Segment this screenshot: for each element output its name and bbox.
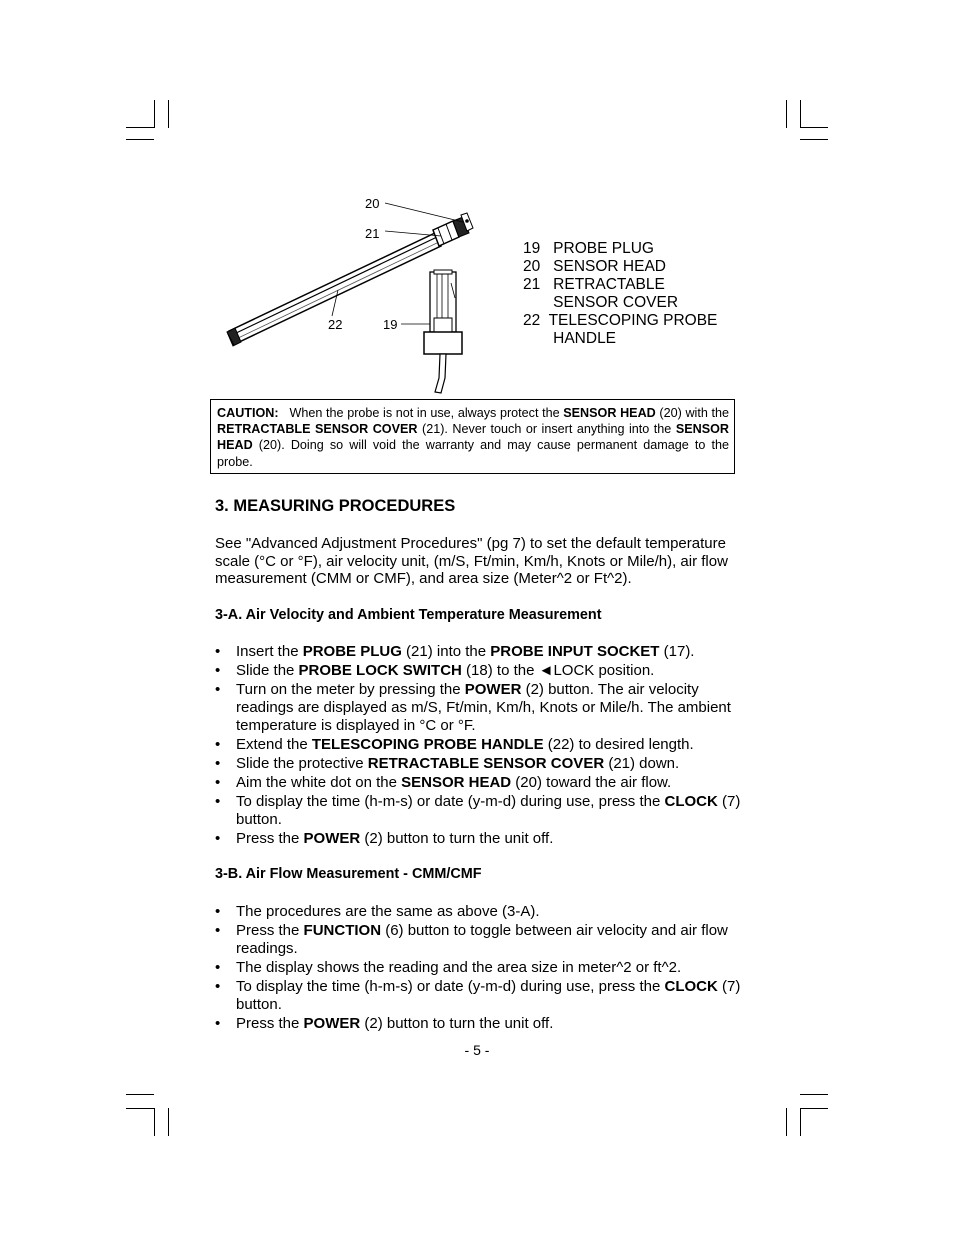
list-item: • Extend the TELESCOPING PROBE HANDLE (22) to desired length.: [215, 736, 751, 754]
subsection-a-title: 3-A. Air Velocity and Ambient Temperature Measurement: [215, 607, 602, 623]
list-item: • To display the time (h-m-s) or date (y-m-d) during use, press the CLOCK (7) button.: [215, 978, 751, 1014]
parts-legend-item: SENSOR COVER: [523, 294, 679, 311]
caution-keyword: SENSOR HEAD: [563, 406, 656, 420]
list-item: • To display the time (h-m-s) or date (y-m-d) during use, press the CLOCK (7) button.: [215, 793, 751, 829]
callout-19: 19: [383, 317, 398, 332]
probe-figure: [215, 188, 515, 400]
callout-22: 22: [328, 317, 343, 332]
parts-legend-item: 19 PROBE PLUG: [523, 240, 654, 257]
list-item: • The display shows the reading and the area size in meter^2 or ft^2.: [215, 959, 751, 977]
list-item: • Turn on the meter by pressing the POWER (2) button. The air velocity readings are displayed as m/S, Ft/min, Km/h, Knots or Mile/h. The ambient temperature is displayed in °C or °F.: [215, 681, 751, 735]
parts-legend: [523, 240, 717, 348]
probe-plug-drawing: [424, 270, 462, 393]
probe-drawing: [215, 188, 515, 400]
intro-paragraph: See "Advanced Adjustment Procedures" (pg 7) to set the default temperature scale (°C or °F), air velocity unit, (m/S, Ft/min, Km/h, Knots or Mile/h), air flow measurement (CMM or CMF), and area size (Meter^2 or Ft^2).: [215, 535, 728, 588]
caution-text: When the probe is not in use, always protect the: [289, 406, 564, 420]
list-item: • Aim the white dot on the SENSOR HEAD (20) toward the air flow.: [215, 774, 751, 792]
caution-text: (20) with the: [655, 406, 729, 420]
subsection-b-title: 3-B. Air Flow Measurement - CMM/CMF: [215, 866, 482, 882]
page-number: - 5 -: [464, 1042, 490, 1058]
parts-legend-item: 21 RETRACTABLE: [523, 276, 665, 293]
subsection-b-list: [215, 903, 751, 1033]
list-item: • Press the POWER (2) button to turn the unit off.: [215, 830, 751, 848]
list-item: • Insert the PROBE PLUG (21) into the PROBE INPUT SOCKET (17).: [215, 643, 751, 661]
caution-keyword: RETRACTABLE SENSOR COVER: [217, 422, 418, 437]
section-title: 3. MEASURING PROCEDURES: [215, 497, 456, 515]
subsection-a-list: [215, 643, 751, 848]
caution-text: (21). Never touch or insert anything into the: [417, 422, 676, 437]
list-item: • The procedures are the same as above (3-A).: [215, 903, 751, 921]
list-item: • Slide the PROBE LOCK SWITCH (18) to the ◄LOCK position.: [215, 662, 751, 680]
list-item: • Slide the protective RETRACTABLE SENSOR COVER (21) down.: [215, 755, 751, 773]
parts-legend-item: 22 TELESCOPING PROBE: [523, 312, 718, 329]
sensor-head-drawing: [433, 213, 473, 246]
caution-box: [210, 399, 735, 474]
caution-keyword: SENSOR HEAD: [217, 422, 729, 453]
parts-legend-item: 20 SENSOR HEAD: [523, 258, 666, 275]
parts-legend-item: HANDLE: [523, 330, 617, 347]
callout-21: 21: [365, 226, 380, 241]
callout-20: 20: [365, 196, 380, 211]
caution-text: (20). Doing so will void the warranty and may cause permanent damage to the probe.: [217, 438, 729, 469]
caution-label: CAUTION:: [217, 406, 279, 420]
list-item: • Press the POWER (2) button to turn the unit off.: [215, 1015, 751, 1033]
list-item: • Press the FUNCTION (6) button to toggle between air velocity and air flow readings.: [215, 922, 751, 958]
